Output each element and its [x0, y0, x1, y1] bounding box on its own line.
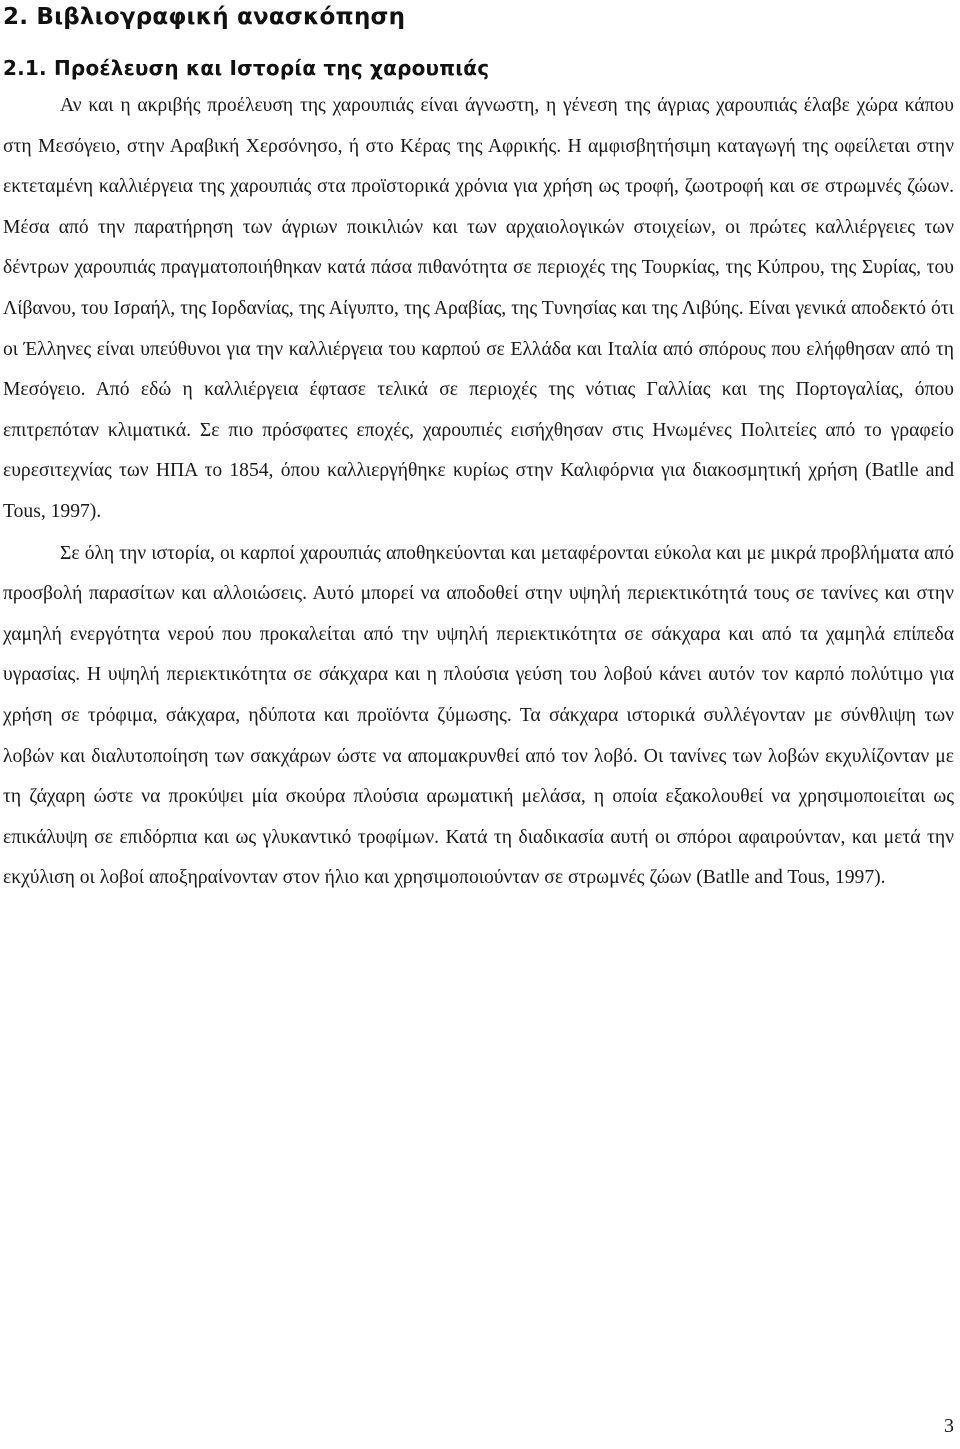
subsection-heading: 2.1. Προέλευση και Ιστορία της χαρουπιάς — [3, 56, 490, 80]
paragraph-origin: Αν και η ακριβής προέλευση της χαρουπιάς είναι άγνωστη, η γένεση της άγριας χαρουπιάς έλαβε χώρα κάπου στη Μεσόγειο, στην Αραβική Χερσόνησο, ή στο Κέρας της Αφρικής. Η αμφισβητήσιμη καταγωγή της οφείλεται στην εκτεταμένη καλλιέργεια της χαρουπιάς στα προϊστορικά χρόνια για χρήση ως τροφή, ζωοτροφή και σε στρωμνές ζώων. Μέσα από την παρατήρηση των άγριων ποικιλιών και των αρχαιολογικών στοιχείων, οι πρώτες καλλιέργειες των δέντρων χαρουπιάς πραγματοποιήθηκαν κατά πάσα πιθανότητα σε περιοχές της Τουρκίας, της Κύπρου, της Συρίας, του Λίβανου, του Ισραήλ, της Ιορδανίας, της Αίγυπτο, της Αραβίας, της Τυνησίας και της Λιβύης. Είναι γενικά αποδεκτό ότι οι Έλληνες είναι υπεύθυνοι για την καλλιέργεια του καρπού σε Ελλάδα και Ιταλία από σπόρους που ελήφθησαν από τη Μεσόγειο. Από εδώ η καλλιέργεια έφτασε τελικά σε περιοχές της νότιας Γαλλίας και της Πορτογαλίας, όπου επιτρεπόταν κλιματικά. Σε πιο πρόσφατες εποχές, χαρουπιές εισήχθησαν στις Ηνωμένες Πολιτείες από το γραφείο ευρεσιτεχνίας των ΗΠΑ το 1854, όπου καλλιεργήθηκε κυρίως στην Καλιφόρνια για διακοσμητική χρήση (Batlle and Tous, 1997). — [3, 95, 954, 522]
section-heading: 2. Βιβλιογραφική ανασκόπηση — [3, 4, 406, 30]
paragraph-uses: Σε όλη την ιστορία, οι καρποί χαρουπιάς αποθηκεύονται και μεταφέρονται εύκολα και με μικρά προβλήματα από προσβολή παρασίτων και αλλοιώσεις. Αυτό μπορεί να αποδοθεί στην υψηλή περιεκτικότητά τους σε τανίνες και στην χαμηλή ενεργότητα νερού που προκαλείται από την υψηλή περιεκτικότητα σε σάκχαρα και από τα χαμηλά επίπεδα υγρασίας. Η υψηλή περιεκτικότητα σε σάκχαρα και η πλούσια γεύση του λοβού κάνει αυτόν τον καρπό πολύτιμο για χρήση σε τρόφιμα, σάκχαρα, ηδύποτα και προϊόντα ζύμωσης. Τα σάκχαρα ιστορικά συλλέγονταν με σύνθλιψη των λοβών και διαλυτοποίηση των σακχάρων ώστε να απομακρυνθεί από τον λοβό. Οι τανίνες των λοβών εκχυλίζονταν με τη ζάχαρη ώστε να προκύψει μία σκούρα πλούσια αρωματική μελάσα, η οποία εξακολουθεί να χρησιμοποιείται ως επικάλυψη σε επιδόρπια και ως γλυκαντικό τροφίμων. Κατά τη διαδικασία αυτή οι σπόροι αφαιρούνταν, και μετά την εκχύλιση οι λοβοί αποξηραίνονταν στον ήλιο και χρησιμοποιούνταν σε στρωμνές ζώων (Batlle and Tous, 1997). — [3, 542, 954, 889]
page-number: 3 — [944, 1415, 954, 1437]
